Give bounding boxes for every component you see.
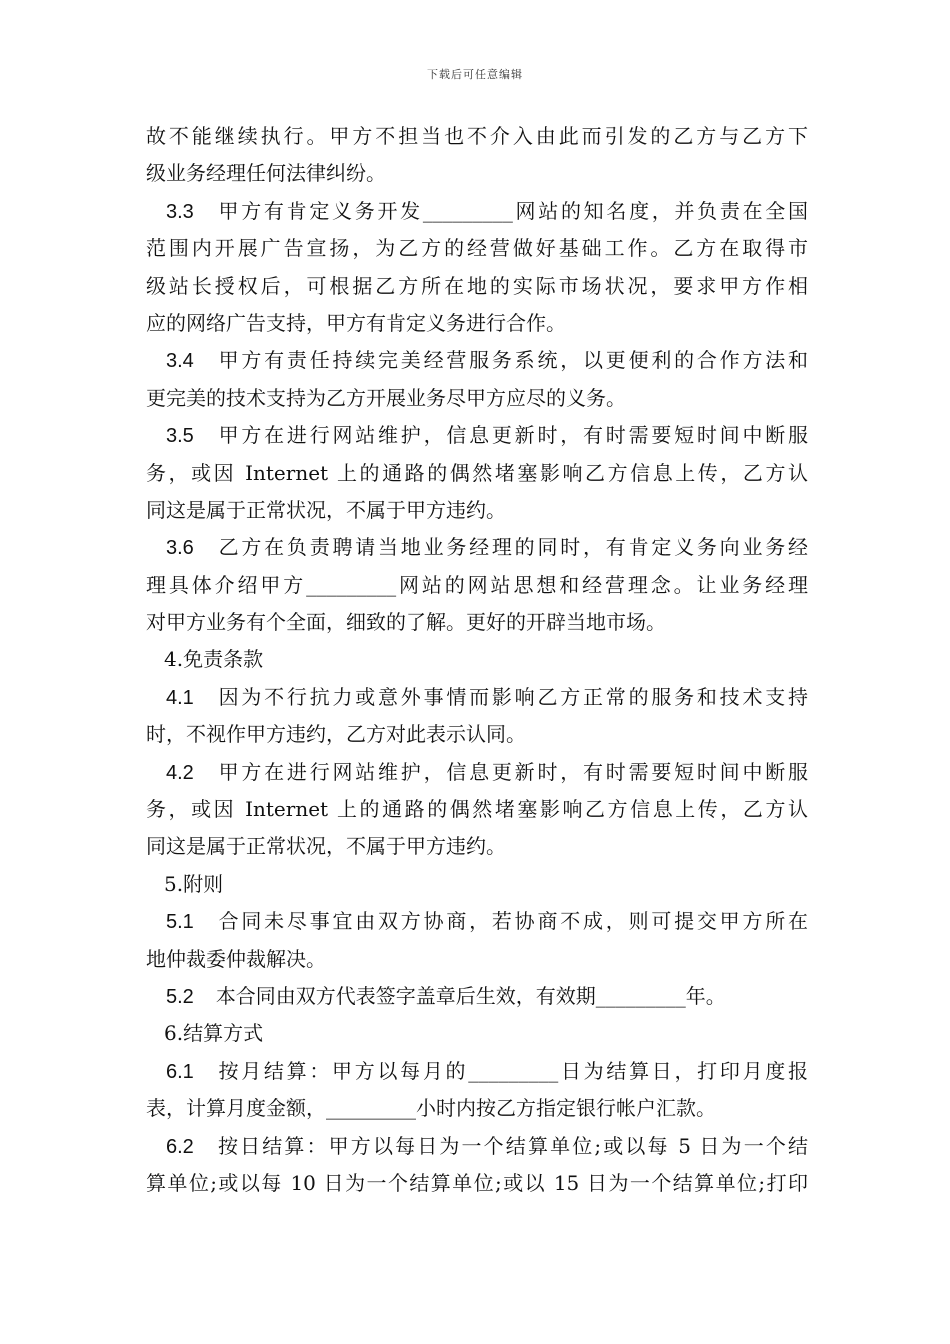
clause-text: 对甲方业务有个全面，细致的了解。更好的开辟当地市场。 xyxy=(146,610,666,635)
clause-text: 按日结算：甲方以每日为一个结算单位;或以每 5 日为一个结 xyxy=(215,1133,808,1158)
paragraph-line xyxy=(146,455,808,492)
clause-number: 4.1 xyxy=(166,686,194,709)
clause-number: 6.2 xyxy=(166,1135,194,1158)
clause-number: 3.5 xyxy=(166,425,194,448)
clause-text: 同这是属于正常状况，不属于甲方违约。 xyxy=(146,834,506,859)
clause-text: 理具体介绍甲方_________网站的网站思想和经营理念。让业务经理 xyxy=(146,572,808,597)
page-header: 下载后可任意编辑 xyxy=(427,68,523,81)
paragraph-line xyxy=(146,230,808,267)
paragraph-line xyxy=(146,828,808,865)
paragraph-line xyxy=(146,679,808,716)
clause-number: 3.6 xyxy=(166,537,194,560)
clause-text: 甲方在进行网站维护，信息更新时，有时需要短时间中断服 xyxy=(215,423,808,448)
paragraph-line xyxy=(146,754,808,791)
paragraph-line xyxy=(146,155,808,192)
clause-text: 甲方有肯定义务开发_________网站的知名度，并负责在全国 xyxy=(215,198,808,223)
paragraph-line xyxy=(146,1165,808,1202)
paragraph-line xyxy=(146,1128,808,1165)
clause-text: 算单位;或以每 10 日为一个结算单位;或以 15 日为一个结算单位;打印 xyxy=(146,1170,808,1195)
clause-text: 乙方在负责聘请当地业务经理的同时，有肯定义务向业务经 xyxy=(215,535,808,560)
clause-number: 6.1 xyxy=(166,1060,194,1083)
clause-text: 务，或因 Internet 上的通路的偶然堵塞影响乙方信息上传，乙方认 xyxy=(146,460,808,485)
clause-text: 级站长授权后，可根据乙方所在地的实际市场状况，要求甲方作相 xyxy=(146,273,808,298)
clause-text: 同这是属于正常状况，不属于甲方违约。 xyxy=(146,497,506,522)
paragraph-line xyxy=(146,1053,808,1090)
paragraph-line xyxy=(146,342,808,379)
clause-number: 5.1 xyxy=(166,911,194,934)
paragraph-line xyxy=(146,791,808,828)
clause-text: 应的网络广告支持，甲方有肯定义务进行合作。 xyxy=(146,310,566,335)
clause-number: 3.4 xyxy=(166,350,194,373)
clause-text: 甲方在进行网站维护，信息更新时，有时需要短时间中断服 xyxy=(215,759,808,784)
paragraph-line xyxy=(146,903,808,940)
paragraph-line xyxy=(146,529,808,566)
paragraph-line xyxy=(146,941,808,978)
paragraph-line xyxy=(146,492,808,529)
clause-text: 更完美的技术支持为乙方开展业务尽甲方应尽的义务。 xyxy=(146,385,626,410)
section-heading: 5.附则 xyxy=(164,871,224,896)
paragraph-line xyxy=(146,716,808,753)
clause-text: 务，或因 Internet 上的通路的偶然堵塞影响乙方信息上传，乙方认 xyxy=(146,797,808,822)
section-heading: 6.结算方式 xyxy=(164,1021,264,1046)
clause-text: 按月结算：甲方以每月的_________日为结算日，打印月度报 xyxy=(215,1058,808,1083)
clause-text: 甲方有责任持续完美经营服务系统，以更便利的合作方法和 xyxy=(215,348,808,373)
clause-text: 合同未尽事宜由双方协商，若协商不成，则可提交甲方所在 xyxy=(215,909,808,934)
paragraph-line xyxy=(146,978,808,1015)
clause-number: 3.3 xyxy=(166,200,194,223)
paragraph-line xyxy=(146,193,808,230)
clause-text: 因为不行抗力或意外事情而影响乙方正常的服务和技术支持 xyxy=(215,684,808,709)
paragraph-line xyxy=(146,567,808,604)
paragraph-line xyxy=(146,1090,808,1127)
clause-text: 时，不视作甲方违约，乙方对此表示认同。 xyxy=(146,722,526,747)
clause-text: 故不能继续执行。甲方不担当也不介入由此而引发的乙方与乙方下 xyxy=(146,124,808,148)
paragraph-line xyxy=(146,268,808,305)
clause-number: 5.2 xyxy=(166,985,194,1008)
paragraph-line xyxy=(146,604,808,641)
clause-number: 4.2 xyxy=(166,761,194,784)
paragraph-line xyxy=(146,305,808,342)
clause-text: 地仲裁委仲裁解决。 xyxy=(146,946,326,971)
document-body xyxy=(146,118,808,1202)
section-heading: 4.免责条款 xyxy=(164,647,264,672)
clause-text: 表，计算月度金额，_________小时内按乙方指定银行帐户汇款。 xyxy=(146,1096,716,1121)
paragraph-line xyxy=(146,118,808,155)
paragraph-line xyxy=(146,417,808,454)
clause-text: 本合同由双方代表签字盖章后生效，有效期_________年。 xyxy=(215,983,726,1008)
clause-text: 范围内开展广告宣扬，为乙方的经营做好基础工作。乙方在取得市 xyxy=(146,236,808,261)
paragraph-line xyxy=(146,380,808,417)
clause-text: 级业务经理任何法律纠纷。 xyxy=(146,161,386,186)
